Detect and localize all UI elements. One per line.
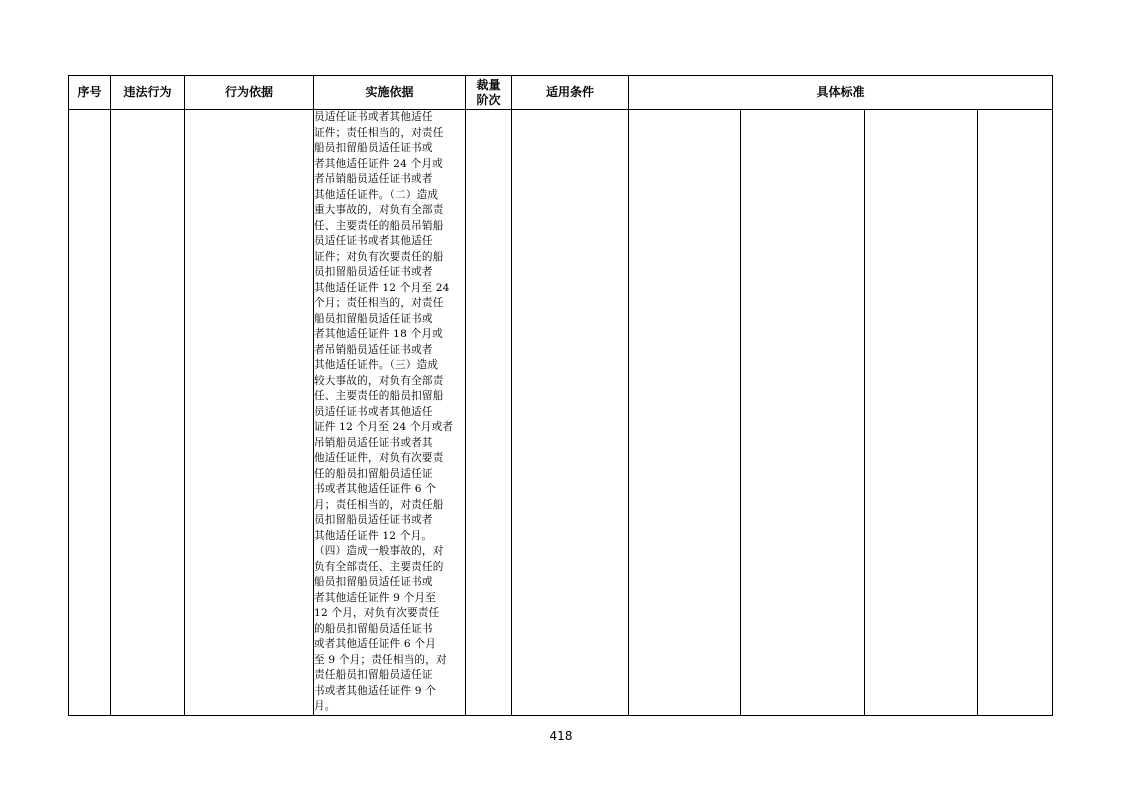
impl-basis-line: 员适任证书或者其他适任 [314, 111, 433, 123]
cell-seq [69, 110, 111, 716]
impl-basis-line: 书或者其他适任证件 9 个 [314, 684, 437, 697]
impl-basis-line: 任的船员扣留船员适任证 [314, 467, 433, 480]
impl-basis-line: 者其他适任证件 24 个月或 [314, 157, 443, 170]
impl-basis-line: 证件；责任相当的，对责任 [314, 126, 444, 139]
cell-impl-basis [314, 110, 466, 716]
impl-basis-line: 船员扣留船员适任证书或 [314, 142, 433, 154]
cell-standard-4 [978, 110, 1053, 716]
impl-basis-line: 或者其他适任证件 6 个月 [314, 638, 437, 650]
header-standards: 具体标准 [629, 76, 1053, 110]
impl-basis-line: 月；责任相当的，对责任船 [314, 498, 444, 511]
impl-basis-line: 者吊销船员适任证书或者 [314, 173, 433, 185]
impl-basis-line: 吊销船员适任证书或者其 [314, 436, 433, 449]
penalty-standards-table [68, 75, 1053, 716]
impl-basis-line: 书或者其他适任证件 6 个 [314, 483, 437, 495]
header-level-line2: 阶次 [476, 92, 501, 107]
header-level [466, 76, 512, 110]
impl-basis-line: 证件 12 个月至 24 个月或者 [314, 421, 454, 433]
impl-basis-line: 他适任证件，对负有次要责 [314, 452, 444, 464]
cell-basis [185, 110, 314, 716]
impl-basis-line: 船员扣留船员适任证书或 [314, 576, 433, 588]
impl-basis-line: 证件；对负有次要责任的船 [314, 250, 444, 263]
impl-basis-line: 其他适任证件 12 个月至 24 [314, 281, 450, 294]
impl-basis-line: 重大事故的，对负有全部责 [314, 204, 444, 216]
impl-basis-line: 船员扣留船员适任证书或 [314, 312, 433, 325]
impl-basis-line: 员扣留船员适任证书或者 [314, 266, 433, 278]
impl-basis-line: 任、主要责任的船员扣留船 [314, 390, 444, 402]
impl-basis-line: 任、主要责任的船员吊销船 [314, 219, 444, 232]
cell-level [466, 110, 512, 716]
table-header-row [69, 76, 1053, 110]
cell-violation [111, 110, 185, 716]
impl-basis-line: 者其他适任证件 9 个月至 [314, 591, 437, 604]
impl-basis-line: 其他适任证件 12 个月。 [314, 529, 433, 542]
header-impl-basis: 实施依据 [314, 76, 466, 110]
cell-standard-3 [865, 110, 978, 716]
impl-basis-line: 的船员扣留船员适任证书 [314, 622, 433, 635]
impl-basis-line: 其他适任证件。（三）造成 [314, 359, 439, 371]
impl-basis-line: （四）造成一般事故的，对 [314, 545, 444, 557]
impl-basis-line: 员扣留船员适任证书或者 [314, 514, 433, 526]
impl-basis-line: 其他适任证件。（二）造成 [314, 188, 439, 201]
impl-basis-line: 12 个月，对负有次要责任 [314, 607, 440, 619]
cell-standard-1 [629, 110, 741, 716]
impl-basis-line: 员适任证书或者其他适任 [314, 235, 433, 247]
impl-basis-line: 个月；责任相当的，对责任 [314, 297, 444, 309]
header-violation: 违法行为 [111, 76, 185, 110]
impl-basis-line: 责任船员扣留船员适任证 [314, 669, 433, 681]
impl-basis-line: 月。 [314, 700, 336, 712]
header-basis: 行为依据 [185, 76, 314, 110]
cell-standard-2 [741, 110, 865, 716]
header-seq: 序号 [69, 76, 111, 110]
impl-basis-line: 负有全部责任、主要责任的 [314, 560, 444, 573]
impl-basis-line: 至 9 个月；责任相当的，对 [314, 653, 447, 666]
impl-basis-line: 员适任证书或者其他适任 [314, 405, 433, 418]
header-level-line1: 裁量 [476, 77, 501, 92]
table-row [69, 110, 1053, 716]
cell-conditions [512, 110, 629, 716]
header-conditions: 适用条件 [512, 76, 629, 110]
impl-basis-line: 者其他适任证件 18 个月或 [314, 328, 443, 340]
impl-basis-line: 较大事故的，对负有全部责 [314, 374, 444, 387]
impl-basis-line: 者吊销船员适任证书或者 [314, 343, 433, 356]
page-number: 418 [549, 729, 573, 743]
